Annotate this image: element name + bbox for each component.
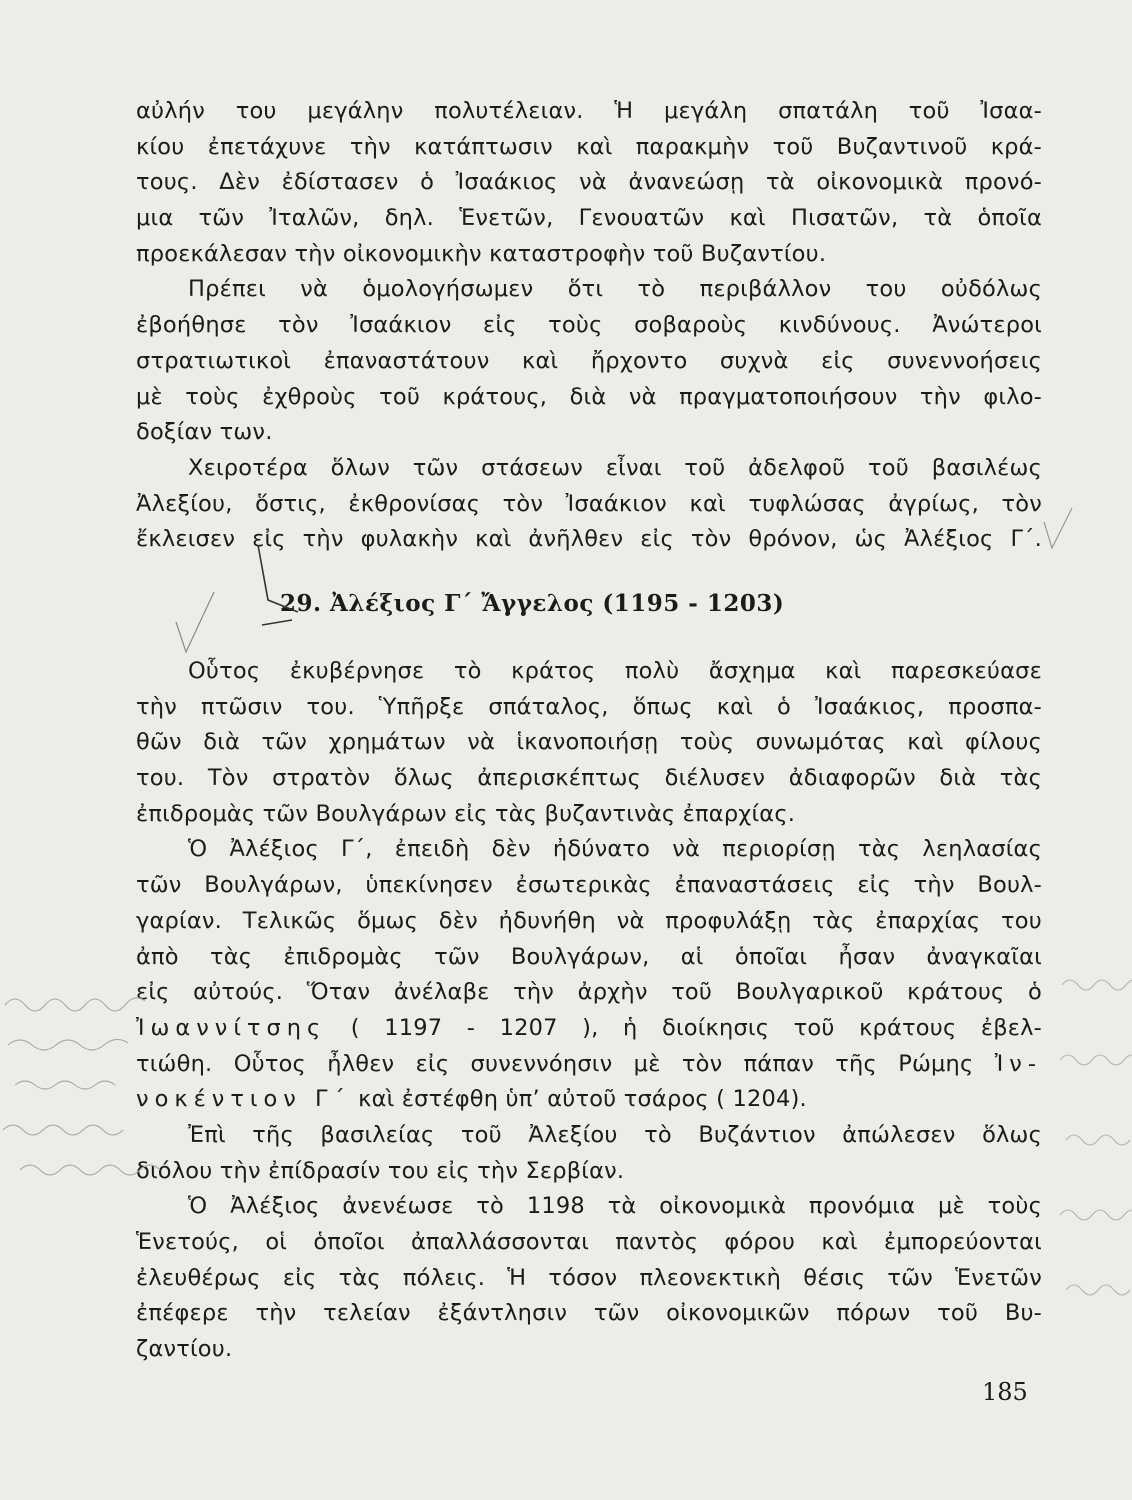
name-innocent-start: Ἰν- — [994, 1050, 1042, 1077]
text-line: ἐβοήθησε τὸν Ἰσαάκιον εἰς τοὺς σοβαροὺς κινδύνους. Ἀνώτεροι — [136, 312, 1042, 339]
text-line: τὴν πτῶσιν του. Ὑπῆρξε σπάταλος, ὅπως καὶ ὁ Ἰσαάκιος, προσπα- — [136, 693, 1042, 720]
right-margin-notes — [1060, 980, 1132, 1295]
text-line: ἐπιδρομὰς τῶν Βουλγάρων εἰς τὰς βυζαντινὰς ἐπαρχίας. — [136, 800, 796, 827]
text-line: Ἀλεξίου, ὅστις, ἐκθρονίσας τὸν Ἰσαάκιον καὶ τυφλώσας ἀγρίως, τὸν — [136, 490, 1042, 517]
text-line: μια τῶν Ἰταλῶν, δηλ. Ἑνετῶν, Γενουατῶν καὶ Πισατῶν, τὰ ὁποῖα — [136, 205, 1042, 232]
text-line: Χειροτέρα ὅλων τῶν στάσεων εἶναι τοῦ ἀδελφοῦ τοῦ βασιλέως — [188, 454, 1042, 481]
text-line: γαρίαν. Τελικῶς ὅμως δὲν ἠδυνήθη νὰ προφυλάξῃ τὰς ἐπαρχίας του — [136, 907, 1042, 934]
text-line: Ἑνετούς, οἱ ὁποῖοι ἀπαλλάσσονται παντὸς φόρου καὶ ἐμπορεύονται — [136, 1229, 1042, 1255]
text-line: τῶν Βουλγάρων, ὑπεκίνησεν ἐσωτερικὰς ἐπαναστάσεις εἰς τὴν Βουλ- — [136, 872, 1042, 899]
page-number: 185 — [982, 1378, 1028, 1406]
text-line: θῶν διὰ τῶν χρημάτων νὰ ἱκανοποιήσῃ τοὺς συνωμότας καὶ φίλους — [136, 729, 1042, 756]
text-line: μὲ τοὺς ἐχθροὺς τοῦ κράτους, διὰ νὰ πραγματοποιήσουν τὴν φιλο- — [136, 383, 1042, 410]
text-line: ἀπὸ τὰς ἐπιδρομὰς τῶν Βουλγάρων, αἱ ὁποῖαι ἦσαν ἀναγκαῖαι — [136, 943, 1042, 970]
text-segment: καὶ ἐστέφθη ὑπ’ αὐτοῦ τσάρος ( 1204). — [350, 1086, 807, 1113]
text-line: ἐπέφερε τὴν τελείαν ἐξάντλησιν τῶν οἰκονομικῶν πόρων τοῦ Βυ- — [136, 1300, 1042, 1327]
section-heading: 29. Ἀλέξιος Γ΄ Ἄγγελος (1195 - 1203) — [280, 590, 785, 617]
text-line: κίου ἐπετάχυνε τὴν κατάπτωσιν καὶ παρακμὴν τοῦ Βυζαντινοῦ κρά- — [136, 133, 1042, 160]
text-line: Οὗτος ἐκυβέρνησε τὸ κράτος πολὺ ἄσχημα καὶ παρεσκεύασε — [188, 658, 1042, 684]
text-line: τους. Δὲν ἐδίστασεν ὁ Ἰσαάκιος νὰ ἀνανεώσῃ τὰ οἰκονομικὰ προνό- — [136, 169, 1042, 196]
text-line: Ἐπὶ τῆς βασιλείας τοῦ Ἀλεξίου τὸ Βυζάντιον ἀπώλεσεν ὅλως — [188, 1121, 1042, 1148]
text-line: Ὁ Ἀλέξιος Γ΄, ἐπειδὴ δὲν ἠδύνατο νὰ περιορίσῃ τὰς λεηλασίας — [188, 836, 1042, 863]
text-segment: τιώθη. Οὗτος ἦλθεν εἰς συνεννόησιν μὲ τὸν πάπαν τῆς Ρώμης — [136, 1050, 995, 1077]
text-segment: ( 1197 - 1207 ), ἡ διοίκησις τοῦ κράτους ἐβελ- — [326, 1014, 1042, 1041]
text-line: προεκάλεσαν τὴν οἰκονομικὴν καταστροφὴν τοῦ Βυζαντίου. — [136, 240, 827, 267]
text-line: Πρέπει νὰ ὁμολογήσωμεν ὅτι τὸ περιβάλλον του οὐδόλως — [188, 276, 1042, 303]
name-ioannitsis: Ἰωαννίτσης — [136, 1014, 327, 1041]
text-line: στρατιωτικοὶ ἐπαναστάτουν καὶ ἤρχοντο συχνὰ εἰς συνεννοήσεις — [136, 347, 1042, 374]
text-line: διόλου τὴν ἐπίδρασίν του εἰς τὴν Σερβίαν. — [136, 1157, 625, 1184]
left-margin-notes — [3, 998, 160, 1175]
text-line: Ὁ Ἀλέξιος ἀνενέωσε τὸ 1198 τὰ οἰκονομικὰ προνόμια μὲ τοὺς — [188, 1193, 1042, 1220]
text-line: αὐλήν του μεγάλην πολυτέλειαν. Ἡ μεγάλη σπατάλη τοῦ Ἰσαα- — [136, 98, 1042, 124]
text-line: ἐλευθέρως εἰς τὰς πόλεις. Ἡ τόσον πλεονεκτικὴ θέσις τῶν Ἑνετῶν — [136, 1264, 1042, 1291]
text-line: ἔκλεισεν εἰς τὴν φυλακὴν καὶ ἀνῆλθεν εἰς τὸν θρόνον, ὡς Ἀλέξιος Γ΄. — [136, 526, 1042, 553]
text-line: ζαντίου. — [136, 1336, 233, 1363]
text-line: δοξίαν των. — [136, 419, 273, 446]
text-line: εἰς αὐτούς. Ὅταν ἀνέλαβε τὴν ἀρχὴν τοῦ Βουλγαρικοῦ κράτους ὁ — [136, 979, 1042, 1006]
name-innocent: νοκέντιον Γ΄ — [136, 1086, 351, 1113]
text-line: του. Τὸν στρατὸν ὅλως ἀπερισκέπτως διέλυσεν ἀδιαφορῶν διὰ τὰς — [136, 765, 1042, 792]
